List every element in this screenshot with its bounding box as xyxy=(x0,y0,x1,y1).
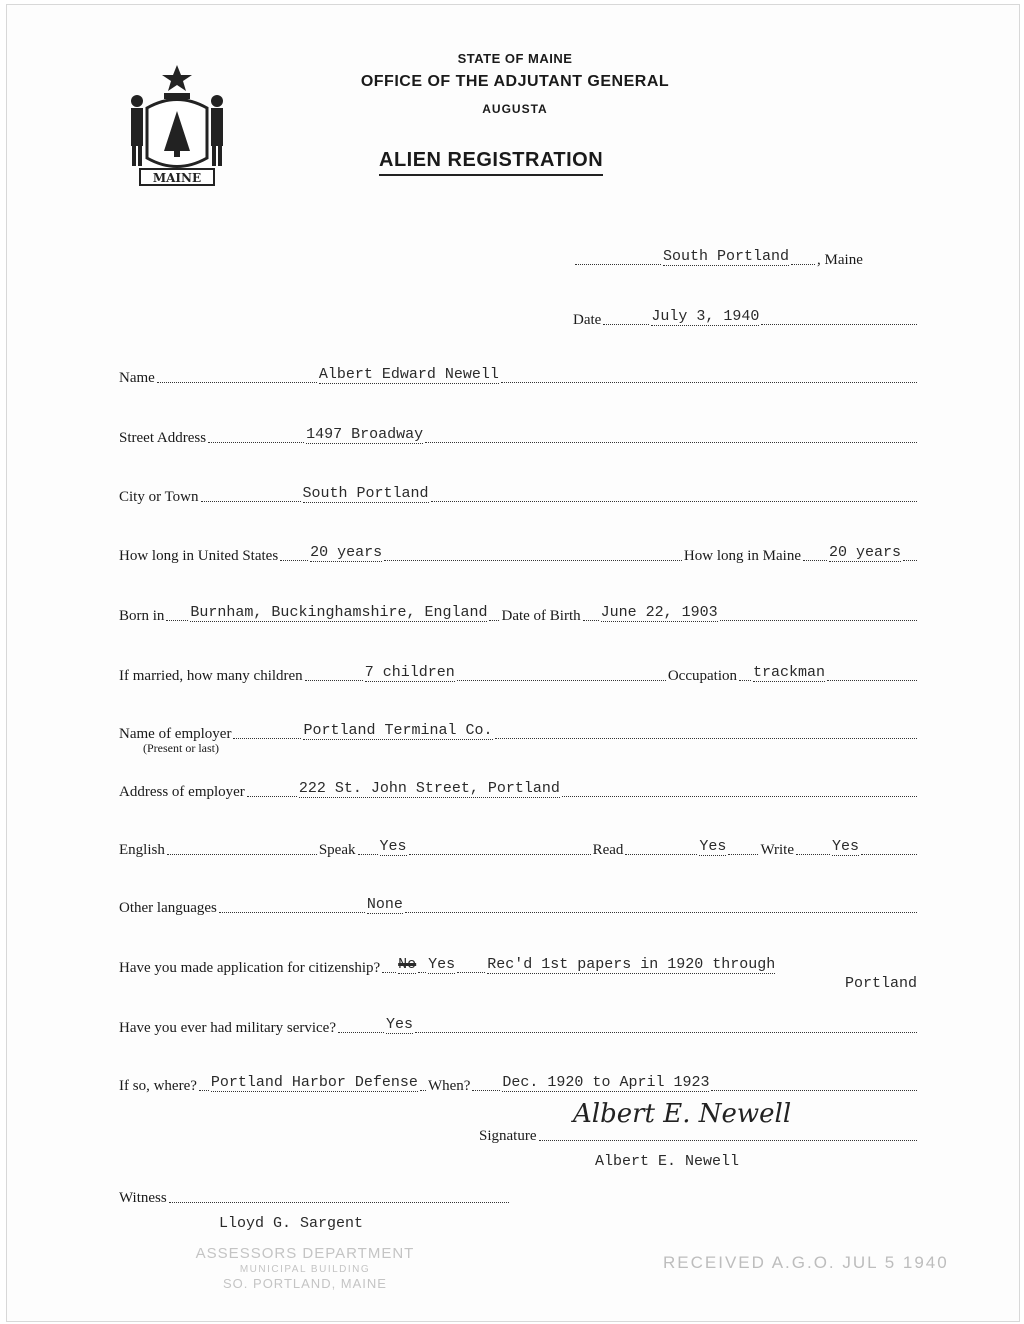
read-value: Yes xyxy=(699,838,727,855)
date-label: Date xyxy=(573,312,602,328)
name-label: Name xyxy=(119,370,155,386)
signature-label: Signature xyxy=(479,1128,537,1144)
employer-address-value: 222 St. John Street, Portland xyxy=(298,780,560,797)
assessors-stamp-line3: SO. PORTLAND, MAINE xyxy=(223,1276,387,1292)
residence-row xyxy=(119,541,919,565)
header-state: STATE OF MAINE xyxy=(457,51,573,66)
military-label: Have you ever had military service? xyxy=(119,1020,336,1036)
employer-label: Name of employer xyxy=(119,726,232,742)
employer-row xyxy=(119,719,919,743)
other-languages-label: Other languages xyxy=(119,900,217,916)
english-row xyxy=(119,835,919,859)
place-label: , Maine xyxy=(817,252,863,268)
typed-signature: Albert E. Newell xyxy=(595,1153,740,1170)
maine-value: 20 years xyxy=(828,544,901,561)
english-label: English xyxy=(119,842,165,858)
employer-value: Portland Terminal Co. xyxy=(303,722,493,739)
children-label: If married, how many children xyxy=(119,668,303,684)
employer-address-label: Address of employer xyxy=(119,784,245,800)
military-row xyxy=(119,1013,919,1037)
citizenship-note-continued: Portland xyxy=(845,975,918,992)
name-value: Albert Edward Newell xyxy=(318,366,499,383)
street-label: Street Address xyxy=(119,430,207,446)
witness-label: Witness xyxy=(119,1190,167,1206)
date-value: July 3, 1940 xyxy=(651,308,760,325)
us-value: 20 years xyxy=(310,544,383,561)
when-value: Dec. 1920 to April 1923 xyxy=(502,1074,710,1091)
assessors-stamp xyxy=(185,1245,425,1293)
handwritten-signature: Albert E. Newell xyxy=(573,1099,792,1129)
us-label: How long in United States xyxy=(119,548,279,564)
place-value: South Portland xyxy=(663,248,790,265)
when-label: When? xyxy=(427,1078,471,1094)
assessors-stamp-line2: MUNICIPAL BUILDING xyxy=(239,1263,371,1275)
citizenship-value: Yes xyxy=(428,956,456,973)
birth-row xyxy=(119,601,919,625)
citizenship-note: Rec'd 1st papers in 1920 through xyxy=(487,956,776,973)
write-label: Write xyxy=(760,842,794,858)
maine-label: How long in Maine xyxy=(683,548,801,564)
other-languages-value: None xyxy=(366,896,403,913)
place-row xyxy=(573,245,919,269)
form-title: ALIEN REGISTRATION xyxy=(379,149,603,176)
street-value: 1497 Broadway xyxy=(306,426,424,443)
witness-row xyxy=(119,1183,511,1207)
service-row xyxy=(119,1071,919,1095)
other-languages-row xyxy=(119,893,919,917)
where-value: Portland Harbor Defense xyxy=(210,1074,418,1091)
assessors-stamp-line1: ASSESSORS DEPARTMENT xyxy=(195,1245,415,1262)
date-row xyxy=(573,305,919,329)
dob-value: June 22, 1903 xyxy=(600,604,718,621)
read-label: Read xyxy=(592,842,624,858)
born-label: Born in xyxy=(119,608,165,624)
write-value: Yes xyxy=(831,838,859,855)
city-row xyxy=(119,482,919,506)
children-row xyxy=(119,661,919,685)
citizenship-struck-value: No xyxy=(398,956,417,973)
speak-label: Speak xyxy=(318,842,356,858)
header-city: AUGUSTA xyxy=(482,102,548,116)
occupation-value: trackman xyxy=(752,664,825,681)
citizenship-row xyxy=(119,953,953,977)
name-row xyxy=(119,363,919,387)
svg-text:MAINE: MAINE xyxy=(152,171,202,185)
header-office: OFFICE OF THE ADJUTANT GENERAL xyxy=(360,73,670,90)
dob-label: Date of Birth xyxy=(501,608,581,624)
document-page xyxy=(6,4,1020,1322)
citizenship-label: Have you made application for citizenship? xyxy=(119,960,381,976)
street-row xyxy=(119,423,919,447)
military-value: Yes xyxy=(386,1016,414,1033)
occupation-label: Occupation xyxy=(667,668,737,684)
city-value: South Portland xyxy=(302,485,429,502)
speak-value: Yes xyxy=(379,838,407,855)
employer-address-row xyxy=(119,777,919,801)
where-label: If so, where? xyxy=(119,1078,197,1094)
city-label: City or Town xyxy=(119,489,199,505)
maine-state-seal xyxy=(122,63,232,188)
employer-sublabel: (Present or last) xyxy=(143,741,219,755)
received-stamp: RECEIVED A.G.O. JUL 5 1940 xyxy=(663,1253,949,1272)
typed-witness: Lloyd G. Sargent xyxy=(219,1215,364,1232)
born-value: Burnham, Buckinghamshire, England xyxy=(190,604,488,621)
children-value: 7 children xyxy=(364,664,455,681)
